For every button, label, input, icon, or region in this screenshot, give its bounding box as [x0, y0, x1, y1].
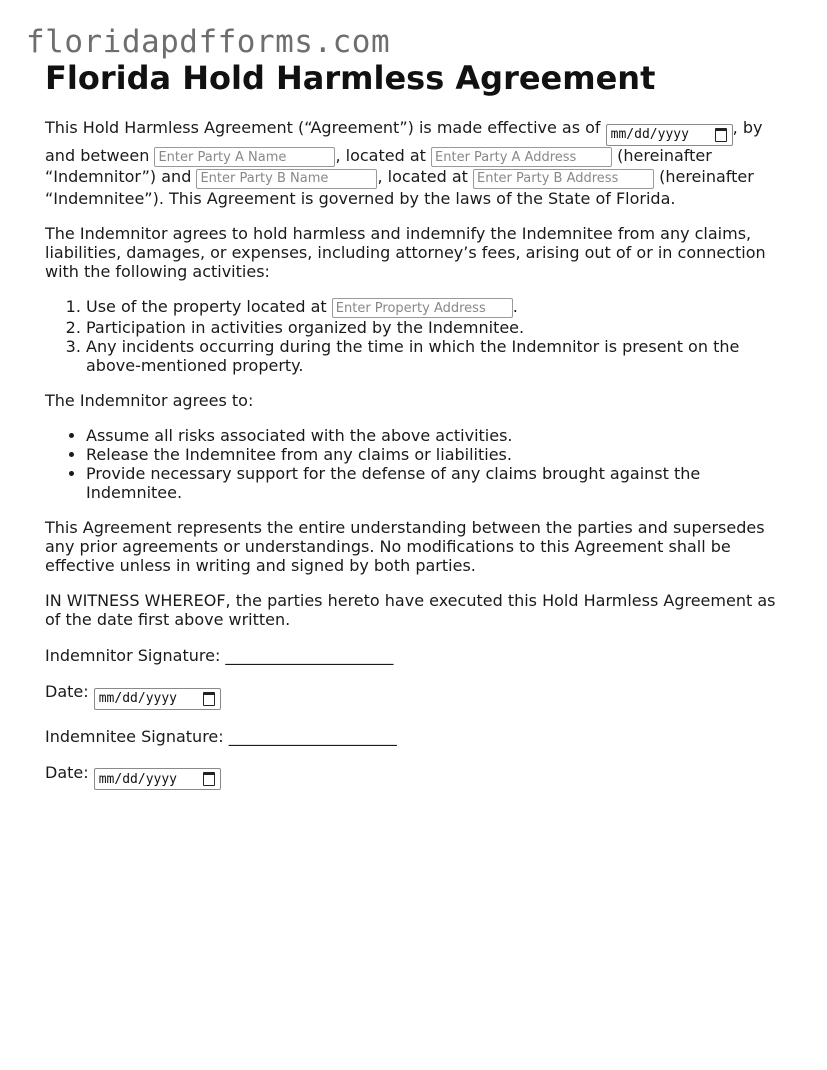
intro-paragraph	[45, 118, 785, 208]
agrees-to-heading: The Indemnitor agrees to:	[45, 391, 254, 410]
activity-1-suffix: .	[512, 296, 518, 316]
site-watermark: floridapdfforms.com	[26, 24, 391, 60]
indemnitee-signature-line: Indemnitee Signature: _____________________	[45, 726, 397, 746]
party-b-address-input[interactable]	[473, 169, 654, 189]
intro-text-6: (hereinafter “Indemnitee”). This Agreement is governed by the laws of the State of Florida.	[45, 167, 754, 208]
intro-text-1: This Hold Harmless Agreement (“Agreement”) is made effective as of	[45, 118, 601, 137]
indemnitee-date-placeholder: mm/dd/yyyy	[98, 771, 178, 787]
indemnify-paragraph: The Indemnitor agrees to hold harmless and indemnify the Indemnitee from any claims, liabilities, damages, or expenses, including attorney’s fees, arising out of or in connection with the following activities:	[45, 223, 766, 281]
intro-text-5: , located at	[377, 167, 468, 186]
list-item: • Provide necessary support for the defense of any claims brought against the Indemnitee.	[86, 464, 785, 502]
list-item: 3. Any incidents occurring during the time in which the Indemnitor is present on the above-mentioned property.	[86, 337, 785, 375]
effective-date-input[interactable]	[606, 124, 733, 146]
page-title: Florida Hold Harmless Agreement	[45, 59, 656, 97]
calendar-icon[interactable]	[203, 692, 215, 706]
intro-text-2: , by and between	[45, 118, 763, 165]
indemnitee-date-input[interactable]	[94, 768, 221, 790]
calendar-icon[interactable]	[203, 772, 215, 786]
effective-date-placeholder: mm/dd/yyyy	[610, 127, 689, 142]
indemnitor-date-input[interactable]	[94, 688, 221, 710]
intro-text-4: (hereinafter “Indemnitor”) and	[45, 145, 712, 186]
calendar-icon[interactable]	[715, 128, 727, 142]
date-label: Date:	[45, 762, 89, 782]
party-a-name-input[interactable]	[154, 147, 335, 167]
list-item	[86, 297, 785, 319]
indemnitor-date-row	[45, 682, 785, 710]
indemnitee-date-row	[45, 763, 785, 791]
party-a-address-input[interactable]	[431, 147, 612, 167]
party-b-name-input[interactable]	[196, 169, 377, 189]
indemnitor-signature-line: Indemnitor Signature: _____________________	[45, 646, 394, 665]
entire-agreement-paragraph: This Agreement represents the entire understanding between the parties and supersedes any prior agreements or understandings. No modifications to this Agreement shall be effective unless in writing and signed by both parties.	[45, 518, 765, 575]
intro-text-3: , located at	[335, 145, 426, 165]
date-label: Date:	[45, 682, 89, 701]
property-address-input[interactable]	[332, 298, 513, 318]
obligations-list	[45, 426, 785, 502]
list-item: • Assume all risks associated with the above activities.	[86, 426, 785, 445]
indemnitor-date-placeholder: mm/dd/yyyy	[98, 691, 178, 706]
list-item: 2. Participation in activities organized by the Indemnitee.	[86, 318, 785, 337]
agreement-document	[45, 56, 785, 790]
witness-paragraph: IN WITNESS WHEREOF, the parties hereto have executed this Hold Harmless Agreement as of the date first above written.	[45, 591, 776, 629]
list-item: • Release the Indemnitee from any claims or liabilities.	[86, 445, 785, 464]
activity-1-prefix: Use of the property located at	[86, 296, 327, 316]
activities-list	[45, 297, 785, 376]
